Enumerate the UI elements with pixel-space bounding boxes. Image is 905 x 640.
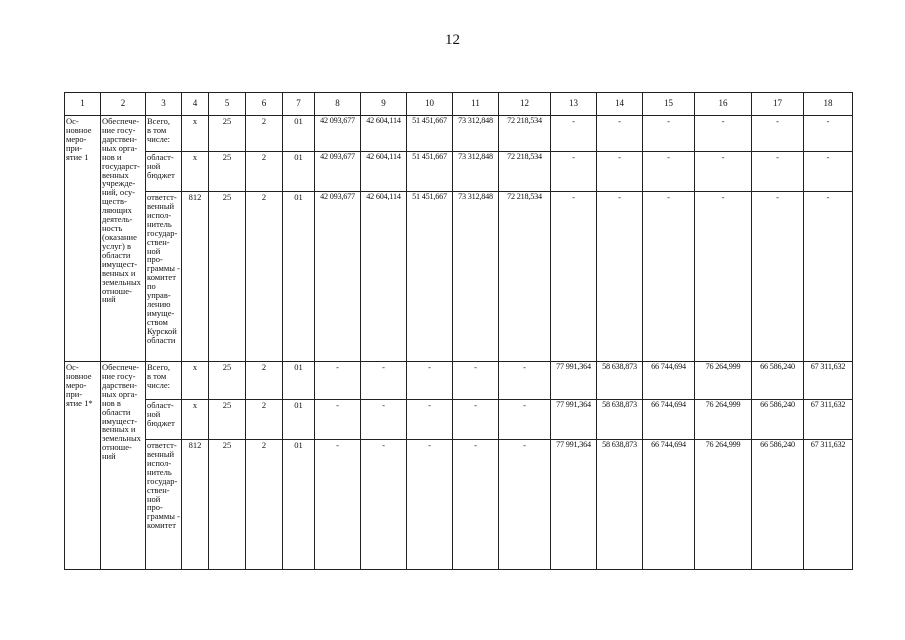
value-cell: 76 264,999 — [695, 400, 752, 440]
funding-source-cell: област- ной бюджет — [146, 152, 182, 192]
measure-description-cell: Обеспече- ние госу- дарствен- ных орга- нов в области имущест- венных и земельных отноше- ний — [101, 362, 146, 570]
cell: 25 — [209, 192, 246, 362]
value-cell: - — [752, 192, 804, 362]
measure-name-cell: Ос- новное меро- при- ятие 1 — [65, 116, 101, 362]
value-cell: 76 264,999 — [695, 362, 752, 400]
value-cell: - — [551, 152, 597, 192]
value-cell: 72 218,534 — [499, 152, 551, 192]
value-cell: - — [551, 116, 597, 152]
value-cell: - — [453, 362, 499, 400]
value-cell: 72 218,534 — [499, 192, 551, 362]
cell: 25 — [209, 362, 246, 400]
value-cell: - — [315, 362, 361, 400]
value-cell: 77 991,364 — [551, 400, 597, 440]
value-cell: - — [361, 362, 407, 400]
cell: 01 — [283, 192, 315, 362]
value-cell: 58 638,873 — [597, 440, 643, 570]
table-header-row — [65, 93, 853, 116]
table-row — [65, 400, 853, 440]
page-number: 12 — [445, 32, 460, 48]
value-cell: - — [315, 440, 361, 570]
value-cell: 66 586,240 — [752, 362, 804, 400]
value-cell: - — [499, 362, 551, 400]
value-cell: - — [597, 152, 643, 192]
header-cell: 3 — [146, 93, 182, 116]
header-cell: 12 — [499, 93, 551, 116]
cell: 2 — [246, 440, 283, 570]
value-cell: - — [752, 116, 804, 152]
value-cell: - — [804, 192, 853, 362]
value-cell: - — [407, 362, 453, 400]
table-row — [65, 152, 853, 192]
value-cell: - — [499, 400, 551, 440]
cell: 2 — [246, 362, 283, 400]
table-row — [65, 192, 853, 362]
table-row — [65, 362, 853, 400]
cell: 2 — [246, 152, 283, 192]
cell: x — [182, 362, 209, 400]
value-cell: 67 311,632 — [804, 440, 853, 570]
cell: 01 — [283, 116, 315, 152]
value-cell: 58 638,873 — [597, 362, 643, 400]
value-cell: - — [643, 192, 695, 362]
value-cell: 42 604,114 — [361, 192, 407, 362]
header-cell: 16 — [695, 93, 752, 116]
cell: 812 — [182, 440, 209, 570]
table-row — [65, 116, 853, 152]
cell: 25 — [209, 152, 246, 192]
header-cell: 18 — [804, 93, 853, 116]
value-cell: 67 311,632 — [804, 400, 853, 440]
value-cell: 77 991,364 — [551, 362, 597, 400]
value-cell: 66 586,240 — [752, 400, 804, 440]
value-cell: - — [361, 400, 407, 440]
value-cell: - — [453, 440, 499, 570]
value-cell: - — [695, 192, 752, 362]
header-cell: 10 — [407, 93, 453, 116]
funding-source-cell: Всего, в том числе: — [146, 116, 182, 152]
cell: 01 — [283, 440, 315, 570]
value-cell: - — [315, 400, 361, 440]
value-cell: - — [695, 116, 752, 152]
header-cell: 11 — [453, 93, 499, 116]
value-cell: 42 093,677 — [315, 152, 361, 192]
value-cell: - — [407, 440, 453, 570]
value-cell: 73 312,848 — [453, 152, 499, 192]
value-cell: 42 604,114 — [361, 116, 407, 152]
cell: x — [182, 116, 209, 152]
value-cell: - — [643, 116, 695, 152]
cell: 25 — [209, 116, 246, 152]
funding-source-cell: Всего, в том числе: — [146, 362, 182, 400]
header-cell: 1 — [65, 93, 101, 116]
value-cell: - — [453, 400, 499, 440]
value-cell: - — [804, 152, 853, 192]
value-cell: - — [361, 440, 407, 570]
value-cell: 42 604,114 — [361, 152, 407, 192]
header-cell: 9 — [361, 93, 407, 116]
cell: 25 — [209, 400, 246, 440]
cell: 25 — [209, 440, 246, 570]
header-cell: 14 — [597, 93, 643, 116]
cell: 01 — [283, 152, 315, 192]
value-cell: 66 586,240 — [752, 440, 804, 570]
cell: 01 — [283, 362, 315, 400]
value-cell: 73 312,848 — [453, 116, 499, 152]
value-cell: - — [695, 152, 752, 192]
value-cell: - — [407, 400, 453, 440]
header-cell: 17 — [752, 93, 804, 116]
value-cell: - — [499, 440, 551, 570]
header-cell: 15 — [643, 93, 695, 116]
cell: 2 — [246, 400, 283, 440]
value-cell: - — [597, 192, 643, 362]
measure-name-cell: Ос- новное меро- при- ятие 1* — [65, 362, 101, 570]
funding-source-cell: област- ной бюджет — [146, 400, 182, 440]
value-cell: 58 638,873 — [597, 400, 643, 440]
value-cell: 77 991,364 — [551, 440, 597, 570]
value-cell: 66 744,694 — [643, 362, 695, 400]
funding-source-cell: ответст- венный испол- нитель государ- ствен- ной про- граммы - комитет по управ- лению имуще- ством Курской области — [146, 192, 182, 362]
value-cell: 66 744,694 — [643, 400, 695, 440]
value-cell: - — [597, 116, 643, 152]
value-cell: 42 093,677 — [315, 192, 361, 362]
value-cell: - — [752, 152, 804, 192]
value-cell: 72 218,534 — [499, 116, 551, 152]
measure-description-cell: Обеспече- ние госу- дарствен- ных орга- нов и государст- венных учрежде- ний, осу- ществ- ляющих деятель- ность (оказание услуг) в области имущест- венных и земельных отноше- ний — [101, 116, 146, 362]
budget-table — [64, 92, 853, 570]
value-cell: 76 264,999 — [695, 440, 752, 570]
header-cell: 4 — [182, 93, 209, 116]
value-cell: 51 451,667 — [407, 192, 453, 362]
cell: 2 — [246, 116, 283, 152]
header-cell: 13 — [551, 93, 597, 116]
header-cell: 8 — [315, 93, 361, 116]
value-cell: 66 744,694 — [643, 440, 695, 570]
value-cell: 67 311,632 — [804, 362, 853, 400]
value-cell: - — [551, 192, 597, 362]
value-cell: 51 451,667 — [407, 152, 453, 192]
cell: x — [182, 400, 209, 440]
value-cell: 42 093,677 — [315, 116, 361, 152]
header-cell: 6 — [246, 93, 283, 116]
cell: 01 — [283, 400, 315, 440]
value-cell: 73 312,848 — [453, 192, 499, 362]
table-row — [65, 440, 853, 570]
header-cell: 2 — [101, 93, 146, 116]
value-cell: - — [804, 116, 853, 152]
value-cell: - — [643, 152, 695, 192]
cell: x — [182, 152, 209, 192]
header-cell: 7 — [283, 93, 315, 116]
value-cell: 51 451,667 — [407, 116, 453, 152]
cell: 812 — [182, 192, 209, 362]
header-cell: 5 — [209, 93, 246, 116]
cell: 2 — [246, 192, 283, 362]
funding-source-cell: ответст- венный испол- нитель государ- ствен- ной про- граммы - комитет — [146, 440, 182, 570]
